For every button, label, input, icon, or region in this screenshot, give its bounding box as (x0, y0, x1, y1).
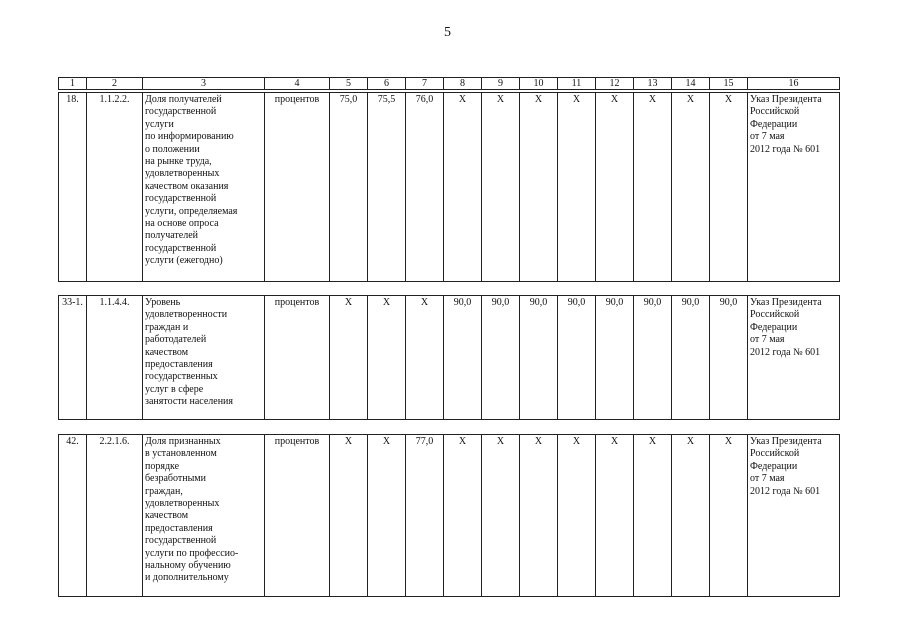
value-cell: Х (596, 93, 634, 282)
indicator-name-line: и дополнительному (145, 572, 229, 584)
row-number: 33-1. (59, 296, 87, 420)
header-cell: 10 (520, 78, 558, 90)
indicator-name-line: Доля получателей (145, 94, 222, 105)
value-cell: Х (406, 296, 444, 420)
legal-basis-line: от 7 мая (750, 334, 785, 346)
legal-basis-line: от 7 мая (750, 131, 785, 143)
indicator-name-line: о положении (145, 143, 200, 155)
value-cell: Х (444, 93, 482, 282)
header-cell: 12 (596, 78, 634, 90)
header-cell: 15 (710, 78, 748, 90)
indicator-name-line: граждан, (145, 485, 183, 497)
value-cell: Х (368, 435, 406, 597)
header-cell: 16 (748, 78, 840, 90)
indicator-name-line: услуги по профессио- (145, 547, 239, 559)
column-number-header (58, 77, 840, 90)
indicator-name-line: Уровень (145, 297, 181, 308)
legal-basis (748, 296, 840, 420)
indicator-name-line: услуги, определяемая (145, 205, 238, 217)
value-cell: Х (596, 435, 634, 597)
legal-basis-line: Федерации (750, 118, 798, 130)
header-cell: 13 (634, 78, 672, 90)
value-cell: 75,0 (330, 93, 368, 282)
indicator-row-42 (58, 434, 840, 597)
value-cell: 90,0 (634, 296, 672, 420)
header-cell: 7 (406, 78, 444, 90)
indicator-name-line: на рынке труда, (145, 156, 212, 168)
value-cell: Х (330, 435, 368, 597)
indicator-name-line: государственной (145, 193, 217, 205)
indicator-row-33-1 (58, 295, 840, 420)
header-cell: 8 (444, 78, 482, 90)
value-cell: Х (672, 435, 710, 597)
header-cell: 6 (368, 78, 406, 90)
indicator-name-line: качеством оказания (145, 180, 229, 192)
value-cell: Х (330, 296, 368, 420)
value-cell: 90,0 (558, 296, 596, 420)
page-number: 5 (444, 25, 451, 40)
indicator-name (143, 93, 265, 282)
indicator-name-line: предоставления (145, 359, 213, 371)
legal-basis (748, 93, 840, 282)
legal-basis-line: Указ Президента (750, 436, 822, 447)
value-cell: Х (634, 93, 672, 282)
header-cell: 14 (672, 78, 710, 90)
indicator-name-line: Доля признанных (145, 436, 221, 447)
legal-basis-line: Федерации (750, 321, 798, 333)
header-cell: 1 (59, 78, 87, 90)
indicator-name-line: в установленном (145, 448, 217, 460)
value-cell: Х (672, 93, 710, 282)
indicator-name (143, 435, 265, 597)
indicator-name-line: государственных (145, 371, 218, 383)
value-cell: Х (444, 435, 482, 597)
indicator-name-line: качеством (145, 510, 189, 522)
indicator-row-18 (58, 92, 840, 282)
legal-basis-line: 2012 года № 601 (750, 346, 821, 358)
value-cell: 76,0 (406, 93, 444, 282)
indicator-name-line: удовлетворенности (145, 309, 228, 321)
value-cell: Х (482, 435, 520, 597)
indicator-code: 1.1.2.2. (87, 93, 143, 282)
indicator-name-line: государственной (145, 106, 217, 118)
unit-cell: процентов (265, 435, 330, 597)
indicator-name-line: получателей (145, 230, 199, 242)
indicator-name-line: порядке (145, 460, 180, 472)
value-cell: 90,0 (520, 296, 558, 420)
legal-basis-line: 2012 года № 601 (750, 485, 821, 497)
value-cell: 90,0 (672, 296, 710, 420)
indicator-name-line: на основе опроса (145, 218, 219, 230)
legal-basis-line: Указ Президента (750, 297, 822, 308)
indicator-name-line: государственной (145, 535, 217, 547)
legal-basis-line: Российской (750, 309, 800, 321)
indicator-name-line: услуги (ежегодно) (145, 255, 223, 267)
value-cell: 77,0 (406, 435, 444, 597)
indicator-name-line: по информированию (145, 131, 234, 143)
indicator-code: 1.1.4.4. (87, 296, 143, 420)
indicator-name-line: услуги (145, 118, 174, 130)
row-number: 18. (59, 93, 87, 282)
legal-basis-line: от 7 мая (750, 473, 785, 485)
value-cell: Х (710, 435, 748, 597)
indicator-name-line: предоставления (145, 522, 213, 534)
value-cell: 90,0 (710, 296, 748, 420)
indicator-name-line: удовлетворенных (145, 168, 220, 180)
indicator-name-line: услуг в сфере (145, 383, 204, 395)
indicator-name-line: граждан и (145, 321, 189, 333)
value-cell: 75,5 (368, 93, 406, 282)
row-number: 42. (59, 435, 87, 597)
header-cell: 9 (482, 78, 520, 90)
indicator-name-line: занятости населения (145, 396, 234, 408)
value-cell: 90,0 (596, 296, 634, 420)
value-cell: Х (368, 296, 406, 420)
header-cell: 2 (87, 78, 143, 90)
header-cell: 3 (143, 78, 265, 90)
indicator-name-line: безработными (145, 473, 206, 485)
legal-basis-line: Федерации (750, 460, 798, 472)
legal-basis-line: Российской (750, 106, 800, 118)
indicator-name-line: качеством (145, 346, 189, 358)
indicator-name-line: нальному обучению (145, 560, 231, 572)
indicator-code: 2.2.1.6. (87, 435, 143, 597)
value-cell: Х (634, 435, 672, 597)
indicator-name-line: работодателей (145, 334, 207, 346)
value-cell: Х (520, 93, 558, 282)
value-cell: Х (520, 435, 558, 597)
indicator-name (143, 296, 265, 420)
unit-cell: процентов (265, 296, 330, 420)
legal-basis-line: Указ Президента (750, 94, 822, 105)
value-cell: Х (482, 93, 520, 282)
legal-basis-line: Российской (750, 448, 800, 460)
unit-cell: процентов (265, 93, 330, 282)
value-cell: Х (558, 93, 596, 282)
value-cell: 90,0 (444, 296, 482, 420)
header-cell: 5 (330, 78, 368, 90)
value-cell: 90,0 (482, 296, 520, 420)
value-cell: Х (558, 435, 596, 597)
header-cell: 11 (558, 78, 596, 90)
legal-basis (748, 435, 840, 597)
legal-basis-line: 2012 года № 601 (750, 143, 821, 155)
value-cell: Х (710, 93, 748, 282)
indicator-name-line: государственной (145, 242, 217, 254)
header-cell: 4 (265, 78, 330, 90)
indicator-name-line: удовлетворенных (145, 498, 220, 510)
